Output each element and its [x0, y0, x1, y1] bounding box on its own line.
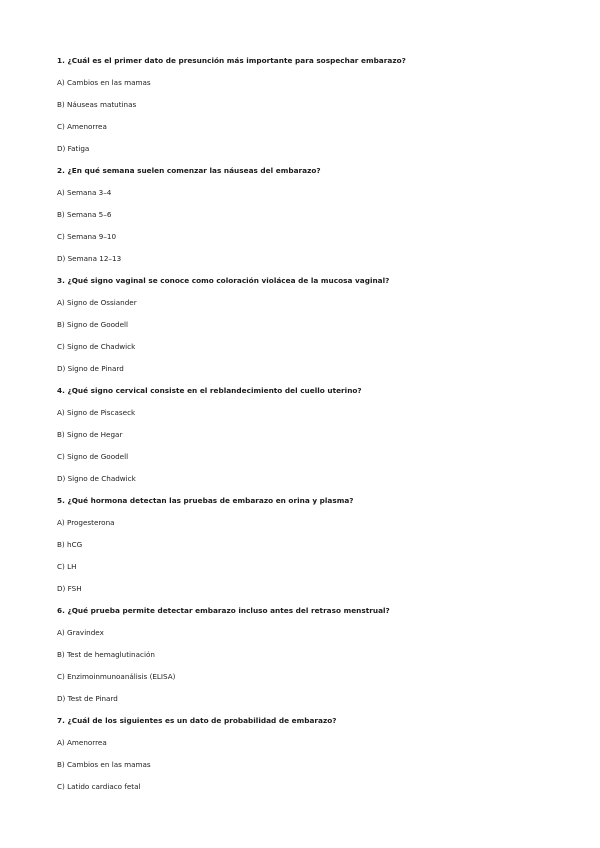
question-text: 2. ¿En qué semana suelen comenzar las náuseas del embarazo?: [57, 166, 321, 175]
question-3: [57, 274, 560, 376]
option-a: A) Semana 3–4: [57, 188, 112, 197]
option-a: A) Progesterona: [57, 518, 115, 527]
question-5: [57, 494, 560, 596]
option-b: B) Signo de Goodell: [57, 320, 128, 329]
option-d: D) Fatiga: [57, 144, 90, 153]
question-4: [57, 384, 560, 486]
question-text: 1. ¿Cuál es el primer dato de presunción más importante para sospechar embarazo?: [57, 56, 406, 65]
option-a: A) Signo de Ossiander: [57, 298, 137, 307]
quiz-page: [57, 54, 560, 794]
question-2: [57, 164, 560, 266]
question-text: 6. ¿Qué prueba permite detectar embarazo incluso antes del retraso menstrual?: [57, 606, 390, 615]
option-c: C) Amenorrea: [57, 122, 107, 131]
option-a: A) Amenorrea: [57, 738, 107, 747]
option-b: B) Cambios en las mamas: [57, 760, 151, 769]
option-d: D) Signo de Chadwick: [57, 474, 136, 483]
option-b: B) Náuseas matutinas: [57, 100, 137, 109]
option-d: D) Test de Pinard: [57, 694, 118, 703]
question-7: [57, 714, 560, 794]
option-a: A) Cambios en las mamas: [57, 78, 151, 87]
option-c: C) Semana 9–10: [57, 232, 117, 241]
option-c: C) LH: [57, 562, 77, 571]
option-d: D) Signo de Pinard: [57, 364, 124, 373]
question-6: [57, 604, 560, 706]
question-text: 4. ¿Qué signo cervical consiste en el reblandecimiento del cuello uterino?: [57, 386, 362, 395]
option-d: D) FSH: [57, 584, 82, 593]
option-a: A) Signo de Piscaseck: [57, 408, 136, 417]
question-text: 5. ¿Qué hormona detectan las pruebas de embarazo en orina y plasma?: [57, 496, 354, 505]
question-text: 3. ¿Qué signo vaginal se conoce como coloración violácea de la mucosa vaginal?: [57, 276, 390, 285]
question-1: [57, 54, 560, 156]
option-b: B) hCG: [57, 540, 83, 549]
option-c: C) Latido cardiaco fetal: [57, 782, 141, 791]
question-text: 7. ¿Cuál de los siguientes es un dato de probabilidad de embarazo?: [57, 716, 337, 725]
option-d: D) Semana 12–13: [57, 254, 122, 263]
option-b: B) Signo de Hegar: [57, 430, 123, 439]
option-c: C) Signo de Goodell: [57, 452, 129, 461]
option-b: B) Semana 5–6: [57, 210, 112, 219]
option-b: B) Test de hemaglutinación: [57, 650, 155, 659]
option-a: A) Gravindex: [57, 628, 104, 637]
option-c: C) Enzimoinmunoanálisis (ELISA): [57, 672, 176, 681]
option-c: C) Signo de Chadwick: [57, 342, 136, 351]
